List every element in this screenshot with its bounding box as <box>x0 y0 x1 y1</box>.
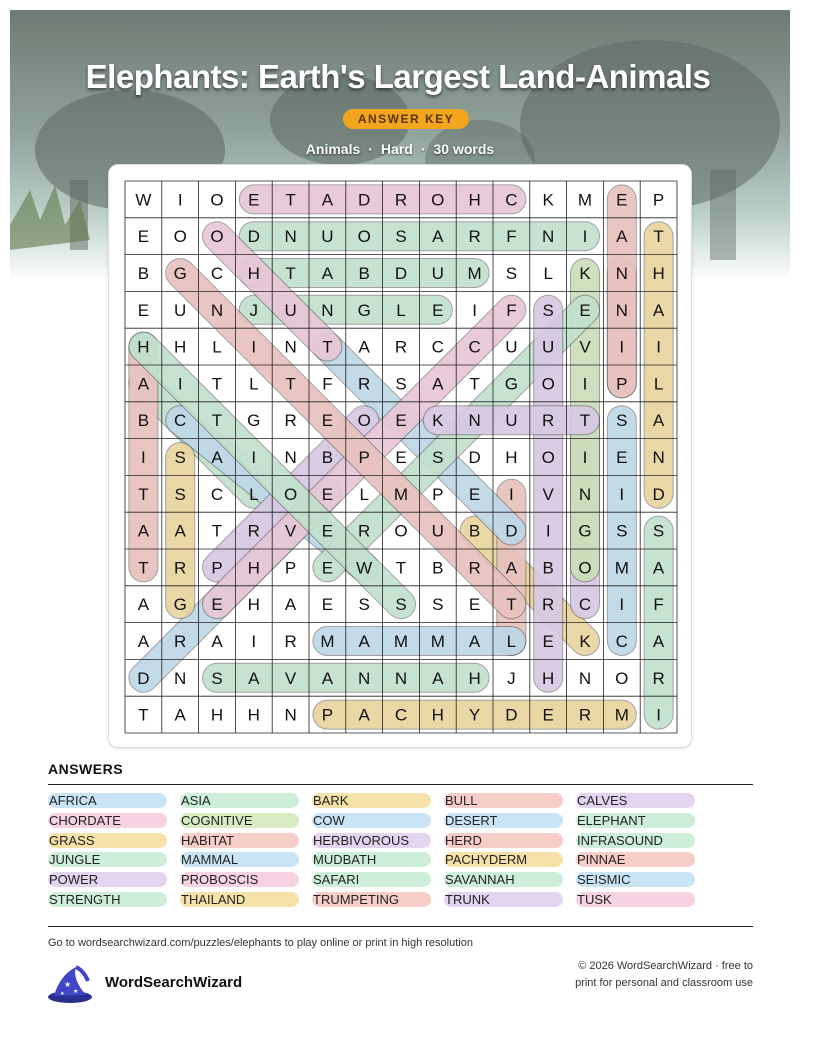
footer-divider <box>48 926 753 927</box>
grid-letter: P <box>652 190 665 210</box>
meta-separator: · <box>368 141 373 157</box>
grid-letter: D <box>358 190 371 210</box>
grid-letter: I <box>582 227 588 247</box>
grid-letter: N <box>210 300 224 320</box>
answer-word: POWER <box>48 872 167 887</box>
grid-letter: V <box>284 521 297 541</box>
answer-word: DESERT <box>444 813 563 828</box>
grid-letter: N <box>284 705 297 725</box>
answer-word: BULL <box>444 793 563 808</box>
grid-letter: R <box>468 558 481 578</box>
grid-letter: A <box>505 558 518 578</box>
grid-letter: A <box>616 227 628 247</box>
grid-letter: I <box>619 337 625 357</box>
grid-letter: T <box>322 337 333 357</box>
grid-letter: T <box>469 374 480 394</box>
brand-name: WordSearchWizard <box>105 974 243 991</box>
grid-letter: I <box>251 448 257 467</box>
grid-letter: S <box>432 448 444 467</box>
grid-letter: R <box>247 521 260 541</box>
grid-letter: T <box>506 595 517 615</box>
wizard-hat-icon <box>46 963 94 1005</box>
grid-letter: I <box>619 595 625 615</box>
answer-word: TUSK <box>576 892 695 907</box>
grid-letter: T <box>395 558 407 578</box>
svg-text:★: ★ <box>73 989 79 995</box>
grid-letter: M <box>320 632 335 651</box>
answer-word: PACHYDERM <box>444 852 563 867</box>
grid-letter: S <box>616 411 628 431</box>
grid-letter: H <box>247 705 260 725</box>
answer-word: TRUMPETING <box>312 892 431 907</box>
answer-word: CHORDATE <box>48 813 167 828</box>
grid-letter: J <box>249 300 259 320</box>
grid-letter: C <box>174 411 187 431</box>
grid-letter: S <box>432 595 444 615</box>
grid-letter: A <box>248 668 260 688</box>
grid-letter: L <box>653 374 664 394</box>
grid-letter: R <box>358 374 371 394</box>
grid-letter: W <box>356 558 373 578</box>
grid-letter: B <box>358 264 370 283</box>
page-title: Elephants: Earth's Largest Land-Animals <box>85 58 711 95</box>
grid-letter: A <box>432 227 444 247</box>
grid-letter: F <box>653 595 664 615</box>
grid-letter: M <box>614 558 629 578</box>
grid-letter: A <box>468 632 481 651</box>
grid-letter: I <box>545 521 551 541</box>
grid-letter: K <box>579 632 591 651</box>
grid-letter: R <box>578 705 592 725</box>
answer-word: PINNAE <box>576 852 695 867</box>
grid-letter: I <box>177 374 183 394</box>
grid-letter: U <box>542 337 555 357</box>
grid-letter: O <box>578 558 592 578</box>
grid-letter: D <box>394 264 408 283</box>
grid-letter: O <box>541 374 555 394</box>
grid-letter: A <box>321 264 334 283</box>
grid-letter: C <box>615 632 628 651</box>
grid-letter: B <box>432 558 444 578</box>
answer-word: BARK <box>312 793 431 808</box>
grid-letter: A <box>358 337 370 357</box>
grid-letter: I <box>619 484 625 504</box>
answer-word: ELEPHANT <box>576 813 695 828</box>
grid-letter: L <box>212 337 222 357</box>
grid-letter: E <box>321 484 334 504</box>
grid-letter: I <box>177 190 183 210</box>
grid-letter: L <box>249 484 259 504</box>
answer-key-badge: ANSWER KEY <box>343 109 469 129</box>
grid-letter: U <box>505 411 518 431</box>
answer-word: TRUNK <box>444 892 563 907</box>
grid-letter: A <box>652 558 665 578</box>
grid-letter: H <box>468 190 481 210</box>
grid-letter: A <box>137 595 150 615</box>
grid-letter: C <box>210 484 224 504</box>
answers-heading: ANSWERS <box>48 761 124 777</box>
grid-letter: F <box>322 374 333 394</box>
grid-letter: A <box>652 632 665 651</box>
grid-letter: D <box>468 448 481 467</box>
grid-letter: B <box>137 264 150 283</box>
grid-letter: C <box>578 595 592 615</box>
grid-letter: C <box>210 264 224 283</box>
word-search-grid <box>109 165 691 747</box>
grid-letter: S <box>358 595 370 615</box>
grid-letter: P <box>358 448 370 467</box>
footer-note: Go to wordsearchwizard.com/puzzles/elephants to play online or print in high resolution <box>48 937 473 949</box>
puzzle-meta <box>0 141 800 157</box>
grid-letter: A <box>652 411 665 431</box>
puzzle-card <box>108 164 692 748</box>
grid-letter: E <box>321 595 334 615</box>
grid-letter: R <box>284 632 297 651</box>
grid-letter: A <box>137 632 150 651</box>
grid-letter: S <box>542 300 554 320</box>
grid-letter: T <box>653 227 664 247</box>
grid-letter: E <box>321 411 334 431</box>
grid-letter: R <box>542 595 555 615</box>
grid-letter: H <box>210 705 224 725</box>
grid-letter: A <box>358 632 370 651</box>
grid-letter: I <box>141 448 146 467</box>
grid-letter: N <box>284 227 297 247</box>
grid-letter: E <box>321 558 334 578</box>
grid-letter: T <box>285 264 296 283</box>
grid-letter: E <box>468 595 481 615</box>
answer-word: GRASS <box>48 833 167 848</box>
grid-letter: A <box>432 374 444 394</box>
grid-letter: I <box>472 300 477 320</box>
grid-letter: S <box>616 521 628 541</box>
grid-letter: N <box>284 448 297 467</box>
grid-letter: A <box>284 595 297 615</box>
grid-letter: M <box>577 190 593 210</box>
grid-letter: T <box>138 558 149 578</box>
grid-letter: T <box>211 521 223 541</box>
grid-letter: M <box>467 264 482 283</box>
grid-letter: D <box>505 705 518 725</box>
grid-letter: P <box>211 558 223 578</box>
answer-word: CALVES <box>576 793 695 808</box>
grid-letter: E <box>248 190 260 210</box>
grid-letter: A <box>358 705 370 725</box>
grid-letter: C <box>468 337 481 357</box>
answer-word: PROBOSCIS <box>180 872 299 887</box>
grid-letter: P <box>616 374 628 394</box>
grid-letter: A <box>321 190 334 210</box>
answer-word: SAVANNAH <box>444 872 563 887</box>
grid-letter: H <box>247 558 260 578</box>
grid-letter: D <box>505 521 518 541</box>
grid-letter: O <box>283 484 298 504</box>
grid-letter: F <box>506 227 517 247</box>
word-count-label: 30 words <box>433 141 495 157</box>
grid-letter: H <box>652 264 665 283</box>
grid-letter: E <box>395 411 407 431</box>
grid-letter: N <box>542 227 555 247</box>
grid-letter: K <box>432 411 444 431</box>
grid-letter: T <box>138 484 149 504</box>
grid-letter: J <box>507 668 516 688</box>
grid-letter: E <box>468 484 481 504</box>
grid-letter: O <box>357 227 371 247</box>
grid-letter: A <box>652 300 665 320</box>
grid-letter: L <box>506 632 517 651</box>
answer-word: THAILAND <box>180 892 299 907</box>
grid-letter: R <box>174 558 187 578</box>
grid-letter: N <box>394 668 408 688</box>
meta-separator: · <box>420 141 426 157</box>
grid-letter: Y <box>468 705 481 725</box>
answer-word: SEISMIC <box>576 872 695 887</box>
grid-letter: O <box>173 227 187 247</box>
grid-letter: N <box>578 484 592 504</box>
grid-letter: O <box>541 448 555 467</box>
svg-text:★: ★ <box>64 980 72 989</box>
grid-letter: E <box>579 300 591 320</box>
grid-letter: L <box>359 484 369 504</box>
grid-letter: E <box>616 190 628 210</box>
grid-letter: S <box>652 521 665 541</box>
grid-letter: A <box>174 521 186 541</box>
svg-text:★: ★ <box>60 991 65 997</box>
grid-letter: S <box>395 374 407 394</box>
grid-letter: I <box>251 337 257 357</box>
grid-letter: N <box>284 337 297 357</box>
grid-letter: C <box>505 190 518 210</box>
grid-letter: S <box>211 668 223 688</box>
grid-letter: C <box>394 705 408 725</box>
grid-letter: O <box>431 190 445 210</box>
grid-letter: D <box>247 227 260 247</box>
answer-word: JUNGLE <box>48 852 167 867</box>
grid-letter: H <box>542 668 555 688</box>
grid-letter: E <box>616 448 628 467</box>
grid-letter: T <box>138 705 149 725</box>
copyright-text: © 2026 WordSearchWizard · free to print for personal and classroom use <box>575 960 753 989</box>
grid-letter: L <box>396 300 406 320</box>
grid-letter: H <box>431 705 444 725</box>
grid-letter: L <box>249 374 259 394</box>
grid-letter: A <box>211 632 223 651</box>
grid-letter: M <box>430 632 445 651</box>
grid-letter: I <box>582 448 588 467</box>
grid-letter: N <box>174 668 187 688</box>
grid-letter: G <box>357 300 371 320</box>
grid-letter: P <box>432 484 444 504</box>
grid-letter: R <box>394 337 408 357</box>
grid-letter: R <box>394 190 408 210</box>
grid-letter: R <box>174 632 187 651</box>
grid-letter: I <box>509 484 514 504</box>
grid-letter: H <box>247 595 260 615</box>
grid-letter: P <box>321 705 334 725</box>
grid-letter: T <box>579 411 591 431</box>
grid-letter: H <box>137 337 150 357</box>
grid-letter: B <box>137 411 150 431</box>
answer-word: INFRASOUND <box>576 833 695 848</box>
grid-letter: R <box>542 411 555 431</box>
grid-letter: B <box>468 521 481 541</box>
answers-divider <box>48 784 753 785</box>
grid-letter: E <box>137 227 150 247</box>
grid-letter: S <box>505 264 518 283</box>
grid-letter: N <box>615 264 628 283</box>
answer-word: HERD <box>444 833 563 848</box>
grid-letter: O <box>210 190 224 210</box>
grid-letter: F <box>506 300 517 320</box>
grid-letter: M <box>393 484 409 504</box>
grid-letter: U <box>174 300 187 320</box>
grid-letter: R <box>284 411 297 431</box>
grid-letter: H <box>505 448 518 467</box>
grid-letter: I <box>656 705 661 725</box>
grid-letter: T <box>211 411 223 431</box>
grid-letter: T <box>285 374 296 394</box>
answers-word-list <box>48 793 758 913</box>
grid-letter: H <box>247 264 260 283</box>
grid-letter: N <box>358 668 371 688</box>
answer-word: STRENGTH <box>48 892 167 907</box>
grid-letter: D <box>137 668 150 688</box>
grid-letter: R <box>652 668 665 688</box>
grid-letter: T <box>211 374 223 394</box>
answer-word: COW <box>312 813 431 828</box>
answer-word: HERBIVOROUS <box>312 833 431 848</box>
answer-word: SAFARI <box>312 872 431 887</box>
answer-word: MAMMAL <box>180 852 299 867</box>
grid-letter: G <box>247 411 261 431</box>
grid-letter: N <box>615 300 628 320</box>
answer-word: HABITAT <box>180 833 299 848</box>
grid-letter: S <box>395 227 407 247</box>
grid-letter: G <box>173 264 187 283</box>
difficulty-label: Hard <box>380 141 413 157</box>
grid-letter: K <box>542 190 554 210</box>
category-label: Animals <box>305 141 361 157</box>
grid-letter: P <box>284 558 297 578</box>
grid-letter: E <box>211 595 223 615</box>
grid-letter: E <box>321 521 334 541</box>
grid-letter: A <box>137 521 150 541</box>
grid-letter: M <box>393 632 409 651</box>
grid-letter: G <box>504 374 519 394</box>
grid-letter: E <box>395 448 407 467</box>
grid-letter: E <box>542 632 554 651</box>
grid-letter: O <box>357 411 371 431</box>
grid-letter: U <box>505 337 518 357</box>
grid-letter: U <box>431 521 444 541</box>
grid-letter: U <box>321 227 334 247</box>
grid-letter: N <box>578 668 592 688</box>
answer-word: COGNITIVE <box>180 813 299 828</box>
grid-letter: B <box>542 558 554 578</box>
grid-letter: O <box>394 521 408 541</box>
grid-letter: G <box>173 595 187 615</box>
answer-word: ASIA <box>180 793 299 808</box>
grid-letter: I <box>251 632 257 651</box>
grid-letter: N <box>652 448 665 467</box>
grid-letter: R <box>468 227 481 247</box>
grid-letter: O <box>615 668 629 688</box>
grid-letter: M <box>614 705 629 725</box>
grid-letter: A <box>137 374 150 394</box>
grid-letter: N <box>468 411 481 431</box>
grid-letter: H <box>174 337 187 357</box>
grid-letter: L <box>543 264 553 283</box>
grid-letter: K <box>579 264 591 283</box>
grid-letter: A <box>174 705 186 725</box>
grid-letter: U <box>284 300 297 320</box>
grid-letter: B <box>321 448 334 467</box>
grid-letter: W <box>135 190 152 210</box>
grid-letter: O <box>210 227 224 247</box>
grid-letter: I <box>656 337 661 357</box>
grid-letter: E <box>432 300 444 320</box>
grid-letter: C <box>431 337 444 357</box>
grid-letter: A <box>211 448 223 467</box>
grid-letter: T <box>285 190 296 210</box>
grid-letter: U <box>431 264 444 283</box>
grid-letter: G <box>578 521 592 541</box>
grid-letter: V <box>284 668 297 688</box>
grid-letter: E <box>137 300 150 320</box>
grid-letter: E <box>542 705 554 725</box>
grid-letter: A <box>432 668 444 688</box>
grid-letter: V <box>579 337 591 357</box>
grid-letter: V <box>542 484 554 504</box>
answer-word: MUDBATH <box>312 852 431 867</box>
grid-letter: N <box>321 300 334 320</box>
grid-letter: S <box>395 595 407 615</box>
grid-letter: D <box>652 484 665 504</box>
grid-letter: R <box>358 521 371 541</box>
grid-letter: I <box>582 374 588 394</box>
grid-letter: S <box>174 448 186 467</box>
grid-letter: H <box>468 668 481 688</box>
grid-letter: S <box>174 484 186 504</box>
answer-word: AFRICA <box>48 793 167 808</box>
grid-letter: A <box>321 668 334 688</box>
